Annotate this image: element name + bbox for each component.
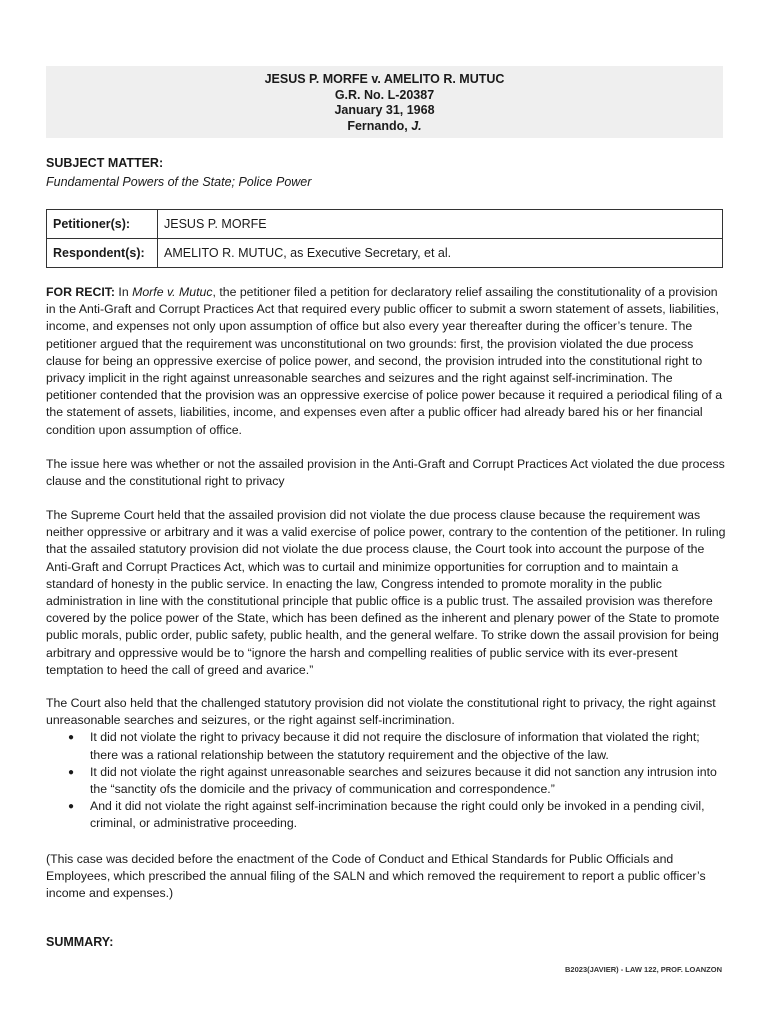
note-text: (This case was decided before the enactment of the Code of Conduct and Ethical Standards for Public Officials and Employees, which prescribed the annual filing of the SALN and which removed the requirement to report a public officer’s income and expenses.) [46,852,706,901]
case-header [46,66,723,138]
bullet-icon: ● [68,732,75,744]
case-title: JESUS P. MORFE v. AMELITO R. MUTUC [264,72,505,86]
subject-matter-value: Fundamental Powers of the State; Police Power [46,175,312,189]
petitioner-value: JESUS P. MORFE [158,210,723,239]
summary-label: SUMMARY: [46,935,114,949]
petitioner-label: Petitioner(s): [47,210,158,239]
issue-text: The issue here was whether or not the assailed provision in the Anti-Graft and Corrupt Practices Act violated the due process clause and the constitutional right to privacy [46,457,725,489]
note-paragraph [46,851,726,903]
parties-table [46,209,723,268]
for-recit-label: FOR RECIT: [46,285,115,299]
for-recit-intro: In [115,285,133,299]
case-name-italic: Morfe v. Mutuc [132,285,213,299]
ponente [46,119,723,135]
holding-paragraph-1 [46,507,726,679]
subject-matter-label: SUBJECT MATTER: [46,156,164,170]
for-recit-text: , the petitioner filed a petition for declaratory relief assailing the constitutionality of a provision in the Anti-Graft and Corrupt Practices Act that required every public officer to submit a sworn statement of assets, liabilities, income, and expenses not only upon assumption of office but also every year thereafter during the officer’s tenure. The petitioner argued that the requirement was unconstitutional on two grounds: first, the provision violated the due process clause for being an oppressive exercise of police power, and second, the provision intruded into the constitutional right to privacy implicit in the right against unreasonable searches and seizures and the right against self-incrimination. The petitioner contended that the provision was an oppressive exercise of police power because it required a periodical filing of a the statement of assets, liabilities, income, and expenses even after a public officer had already bared his or her financial condition upon assumption of office. [46,285,723,437]
petitioner-row [47,210,723,239]
ponente-name: Fernando, [347,118,412,133]
bullet-text: It did not violate the right against unreasonable searches and seizures because it did not sanction any intrusion into the “sanctity ofs the domicile and the privacy of communication and correspondence.” [90,764,717,797]
page-footer: B2023(JAVIER) - LAW 122, PROF. LOANZON [565,965,722,974]
list-item [46,798,726,832]
list-item [46,764,726,798]
bullet-icon: ● [68,801,75,813]
holding-paragraph-2 [46,695,726,833]
respondent-row [47,239,723,268]
list-item [46,729,726,763]
ponente-suffix: J. [411,118,422,133]
bullet-text: It did not violate the right to privacy because it did not require the disclosure of information that violated the right; there was a rational relationship between the statutory requirement and the objective of the law. [90,730,700,762]
bullet-text: And it did not violate the right against self-incrimination because the right could only be invoked in a pending civil, criminal, or administrative proceeding. [90,799,705,831]
respondent-value: AMELITO R. MUTUC, as Executive Secretary, et al. [158,239,723,268]
for-recit-paragraph [46,284,726,439]
gr-number: G.R. No. L-20387 [334,87,435,102]
issue-paragraph [46,456,726,490]
decision-date: January 31, 1968 [334,103,435,117]
bullet-icon: ● [68,766,75,778]
holding-bullet-list [46,729,726,832]
respondent-label: Respondent(s): [47,239,158,268]
holding-text-2: The Court also held that the challenged statutory provision did not violate the constitutional right to privacy, the right against unreasonable searches and seizures, or the right against self-incrimination. [46,696,716,728]
holding-text-1: The Supreme Court held that the assailed provision did not violate the due process clause because the requirement was neither oppressive or arbitrary and it was a valid exercise of police power, contrary to the contention of the petitioner. In ruling that the assailed statutory provision did not violate the due process clause, the Court took into account the purpose of the Anti-Graft and Corrupt Practices Act, which was to curtail and minimize opportunities for corruption and to maintain a standard of honesty in the public service. In enacting the law, Congress intended to promote morality in the public administration in line with the constitutional principle that public office is a public trust. The assailed provision was therefore covered by the police power of the State, which has been defined as the inherent and plenary power of the State to promote public morals, public order, public safety, public health, and the general welfare. To strike down the assail provision for being arbitrary and oppressive would be to “ignore the harsh and compelling realities of public service with its ever-present temptation to heed the call of greed and avarice.” [46,508,726,677]
